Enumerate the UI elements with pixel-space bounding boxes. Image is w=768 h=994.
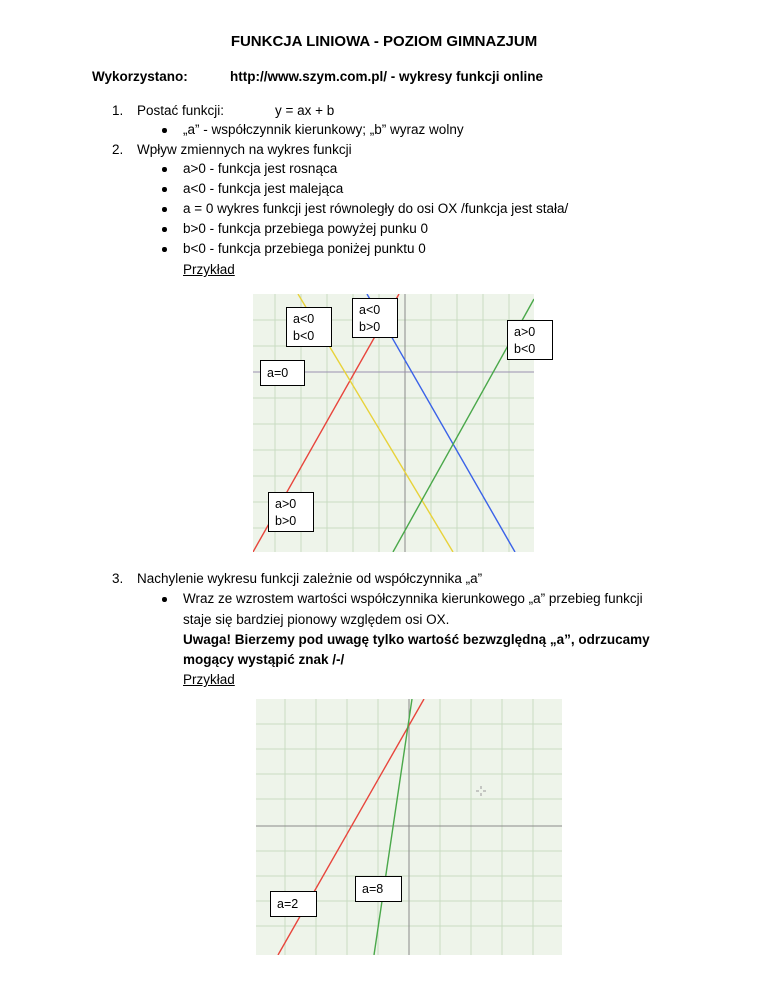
label-text: b>0: [275, 514, 297, 528]
bullet-icon: [162, 128, 167, 133]
bullet-icon: [162, 597, 167, 602]
section2-bullet: a>0 - funkcja jest rosnąca: [183, 161, 338, 176]
label-text: b<0: [293, 329, 315, 343]
section2-label: Wpływ zmiennych na wykres funkcji: [137, 142, 352, 157]
label-text: b<0: [514, 342, 536, 356]
section3-note-line1: Uwaga! Bierzemy pod uwagę tylko wartość bezwzględną „a”, odrzucamy: [183, 632, 650, 647]
section3-label: Nachylenie wykresu funkcji zależnie od współczynnika „a”: [137, 571, 483, 586]
example-link: Przykład: [183, 262, 235, 277]
label-yellow-line: [286, 307, 332, 347]
used-label: Wykorzystano:: [92, 69, 188, 84]
label-blue-line: [352, 298, 398, 338]
label-text: a<0: [293, 312, 315, 326]
section2-bullet: a<0 - funkcja jest malejąca: [183, 181, 344, 196]
section2-bullet: b>0 - funkcja przebiega powyżej punku 0: [183, 221, 429, 236]
bullet-icon: [162, 247, 167, 252]
label-text: b>0: [359, 320, 381, 334]
section1-bullet: „a” - współczynnik kierunkowy; „b” wyraz wolny: [183, 122, 464, 137]
label-text: a=0: [267, 366, 289, 380]
section3-note-line2: mogący wystąpić znak /-/: [183, 652, 345, 667]
label-green-line: [507, 320, 553, 360]
section1-formula: y = ax + b: [275, 103, 335, 118]
label-text: a>0: [514, 325, 536, 339]
label-flat-line: [260, 360, 305, 386]
label-text: a<0: [359, 303, 381, 317]
used-value: http://www.szym.com.pl/ - wykresy funkcji online: [230, 69, 544, 84]
page-title: FUNKCJA LINIOWA - POZIOM GIMNAZJUM: [230, 33, 538, 50]
example-link: Przykład: [183, 672, 235, 687]
section3-bullet-line2: staje się bardziej pionowy względem osi OX.: [183, 612, 450, 627]
crosshair-icon: [476, 786, 486, 796]
label-text: a>0: [275, 497, 297, 511]
section2-bullet: a = 0 wykres funkcji jest równoległy do osi OX /funkcja jest stała/: [183, 201, 569, 216]
bullet-icon: [162, 187, 167, 192]
section3-number: 3.: [112, 571, 124, 586]
section1-number: 1.: [112, 103, 124, 118]
label-line-a8: [355, 876, 402, 902]
section2-bullet: b<0 - funkcja przebiega poniżej punktu 0: [183, 241, 426, 256]
label-line-a2: [270, 891, 317, 917]
bullet-icon: [162, 227, 167, 232]
label-text: a=8: [362, 882, 384, 896]
section1-label: Postać funkcji:: [137, 103, 225, 118]
line-a8: [374, 699, 412, 955]
bullet-icon: [162, 167, 167, 172]
section3-bullet-line1: Wraz ze wzrostem wartości współczynnika kierunkowego „a” przebieg funkcji: [183, 591, 643, 606]
label-red-line: [268, 492, 314, 532]
section2-number: 2.: [112, 142, 124, 157]
bullet-icon: [162, 207, 167, 212]
label-text: a=2: [277, 897, 299, 911]
